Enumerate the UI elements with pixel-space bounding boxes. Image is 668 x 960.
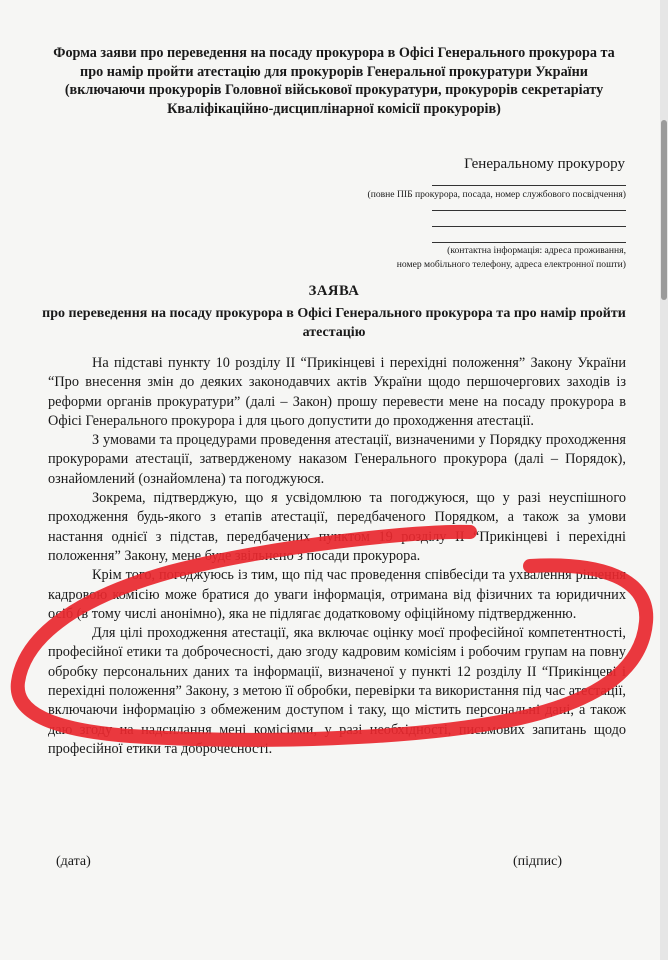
paragraph-5: Для цілі проходження атестації, яка включає оцінку моєї професійної компетентності, професійної етики та доброчесності, даю згоду кадровим комісіям і робочим групам на повну обробку персональних даних та інформації, визначеної у пункті 12 розділу ІІ “Прикінцеві і перехідні положення” Закону, з метою її обробки, перевірки та використання під час атестації, включаючи інформацію з обмеженим доступом і таку, що містить персональні дані, а також даю згоду на надсилання мені комісіями, у разі необхідності, письмових запитань щодо професійної етики та доброчесності. <box>48 625 626 757</box>
caption-name: (повне ПІБ прокурора, посада, номер службового посвідчення) <box>367 189 626 200</box>
document-subheading: про переведення на посаду прокурора в Офісі Генерального прокурора та про намір пройти атестацію <box>42 306 626 340</box>
fill-line <box>432 185 626 186</box>
signature-label: (підпис) <box>513 854 563 869</box>
date-label: (дата) <box>56 854 91 869</box>
paragraph-3: Зокрема, підтверджую, що я усвідомлюю та погоджуюся, що у разі неуспішного проходження будь-якого з етапів атестації, передбаченого Порядком, а також за умови настання однієї з підстав, передбачених пунктом 19 розділу ІІ “Прикінцеві і перехідні положення” Закону, мене буде звільнено з посади прокурора. <box>48 490 626 564</box>
caption-contact-1: (контактна інформація: адреса проживання, <box>447 245 626 256</box>
scrollbar[interactable] <box>660 0 668 960</box>
fill-line <box>432 226 626 227</box>
fill-line <box>432 210 626 211</box>
paragraph-2: З умовами та процедурами проведення атестації, визначеними у Порядку проходження прокурорами атестації, затвердженому наказом Генерального прокурора (далі – Порядок), ознайомлений (ознайомлена) та погоджуюся. <box>48 432 626 487</box>
paragraph-4: Крім того, погоджуюсь із тим, що під час проведення співбесіди та ухвалення рішення кадровою комісію може братися до уваги інформація, отримана від фізичних та юридичних осіб (в тому числі анонімно), яка не підлягає додатковому офіційному підтвердженню. <box>48 567 626 622</box>
fill-line <box>432 242 626 243</box>
body-text <box>48 354 626 759</box>
form-title: Форма заяви про переведення на посаду прокурора в Офісі Генерального прокурора та про намір пройти атестацію для прокурорів Генеральної прокуратури України (включаючи прокурорів Головної військової прокуратури, прокурорів секретаріату Кваліфікаційно-дисциплінарної комісії прокурорів) <box>53 45 615 117</box>
scrollbar-thumb[interactable] <box>661 120 667 300</box>
caption-contact-2: номер мобільного телефону, адреса електронної пошти) <box>396 259 626 270</box>
paragraph-1: На підставі пункту 10 розділу ІІ “Прикінцеві і перехідні положення” Закону України “Про внесення змін до деяких законодавчих актів України щодо першочергових заходів із реформи органів прокуратури” (далі – Закон) прошу перевести мене на посаду прокурора в Офісі Генерального прокурора і для цього допустити до проходження атестації. <box>48 355 626 429</box>
document-heading: ЗАЯВА <box>308 283 360 299</box>
addressee: Генеральному прокурору <box>464 156 625 172</box>
